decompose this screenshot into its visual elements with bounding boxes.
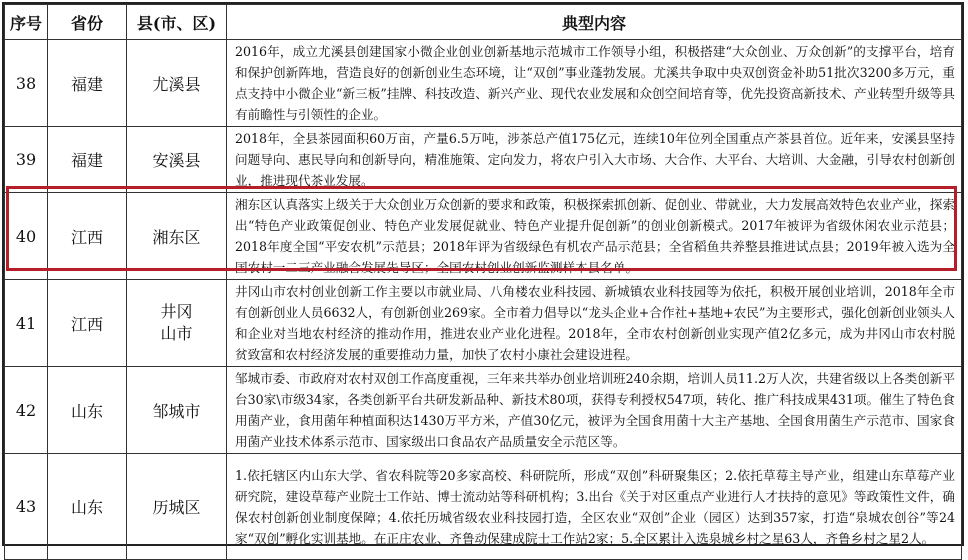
row-no: 42 [5,367,48,454]
row-no: 43 [5,454,48,560]
row-county: 尤溪县 [127,40,227,127]
row-county [127,280,227,367]
row-county: 邹城市 [127,367,227,454]
table-row [5,193,962,280]
header-content: 典型内容 [227,5,962,40]
row-county-line-2: 山市 [160,324,193,343]
row-content: 井冈山市农村创业创新工作主要以市就业局、八角楼农业科技园、新城镇农业科技园等为依托，积极开展创业培训，2018年全市有创新创业人员6632人，有创新创业269家。全市着力倡导以“龙头企业+合作社+基地+农民”为主要形式，强化创新创业领头人和企业对当地农村经济的推动作用，推进农业产业化进程。2018年，全市农村创新创业实现产值2亿多元，成为井冈山市农村脱贫致富和农村经济发展的重要推动力量，加快了农村小康社会建设进程。 [227,280,962,367]
typical-cases-table [4,4,962,560]
table-row [5,280,962,367]
table-row [5,367,962,454]
header-county: 县(市、区) [127,5,227,40]
table-row [5,454,962,560]
row-province: 山东 [48,454,127,560]
table-header-row [5,5,962,40]
row-no: 41 [5,280,48,367]
row-content: 2018年，全县茶园面积60万亩，产量6.5万吨，涉茶总产值175亿元，连续10年位列全国重点产茶县首位。近年来，安溪县坚持问题导向、惠民导向和创新导向，精准施策、定向发力，将农户引入大市场、大合作、大平台、大培训、大金融，引导农村创新创业，推进现代茶业发展。 [227,127,962,193]
row-province: 福建 [48,127,127,193]
row-province: 江西 [48,280,127,367]
row-province: 福建 [48,40,127,127]
table-row [5,40,962,127]
row-content: 2016年，成立尤溪县创建国家小微企业创业创新基地示范城市工作领导小组，积极搭建“大众创业、万众创新”的支撑平台，培育和保护创新阵地，营造良好的创新创业生态环境，让“双创”事业蓬勃发展。尤溪共争取中央双创资金补助51批次3200多万元，重点支持中小微企业“新三板”挂牌、科技改造、新兴产业、现代农业发展和众创空间培育等，优先投资高新技术、产业转型升级等具有前瞻性与引领性的企业。 [227,40,962,127]
row-county: 湘东区 [127,193,227,280]
table-row [5,127,962,193]
row-province: 江西 [48,193,127,280]
row-no: 38 [5,40,48,127]
row-county: 历城区 [127,454,227,560]
row-province: 山东 [48,367,127,454]
header-province: 省份 [48,5,127,40]
row-county-line-1: 井冈 [160,302,193,321]
header-no: 序号 [5,5,48,40]
row-content: 1.依托辖区内山东大学、省农科院等20多家高校、科研院所，形成“双创”科研聚集区；2.依托草莓主导产业，组建山东草莓产业研究院，建设草莓产业院士工作站、博士流动站等科研机构；3.出台《关于对区重点产业进行人才扶持的意见》等政策性文件，确保农村创新创业制度保障；4.依托历城省级农业科技园打造，全区农业“双创”企业（园区）达到357家，打造“泉城农创谷”等24家“双创”孵化实训基地。在正庄农业、齐鲁动保建成院士工作站2家；5.全区累计入选泉城乡村之星63人，齐鲁乡村之星2人。 [227,454,962,560]
row-no: 39 [5,127,48,193]
row-county: 安溪县 [127,127,227,193]
row-no: 40 [5,193,48,280]
document-table-container [2,2,964,546]
row-content: 邹城市委、市政府对农村双创工作高度重视，三年来共举办创业培训班240余期，培训人员11.2万人次，共建省级以上各类创新平台30家\市级34家，各类创新平台共研发新品种、新技术80项，获得专利授权547项，转化、推广科技成果431项。催生了特色食用菌产业，食用菌年种植面积达1430万平方米，产值30亿元，被评为全国食用菌十大主产基地、全国食用菌生产示范市、国家食用菌产业技术体系示范市、国家级出口食品农产品质量安全示范区等。 [227,367,962,454]
row-content: 湘东区认真落实上级关于大众创业万众创新的要求和政策，积极探索抓创新、促创业、带就业，大力发展高效特色农业产业，探索出“特色产业政策促创业、特色产业发展促就业、特色产业提升促创新”的创业创新模式。2017年被评为省级休闲农业示范县；2018年度全国“平安农机”示范县；2018年评为省级绿色有机农产品示范县；全省稻鱼共养整县推进试点县；2019年被入选为全国农村一二三产业融合发展先导区；全国农村创业创新监测样本县名单。 [227,193,962,280]
